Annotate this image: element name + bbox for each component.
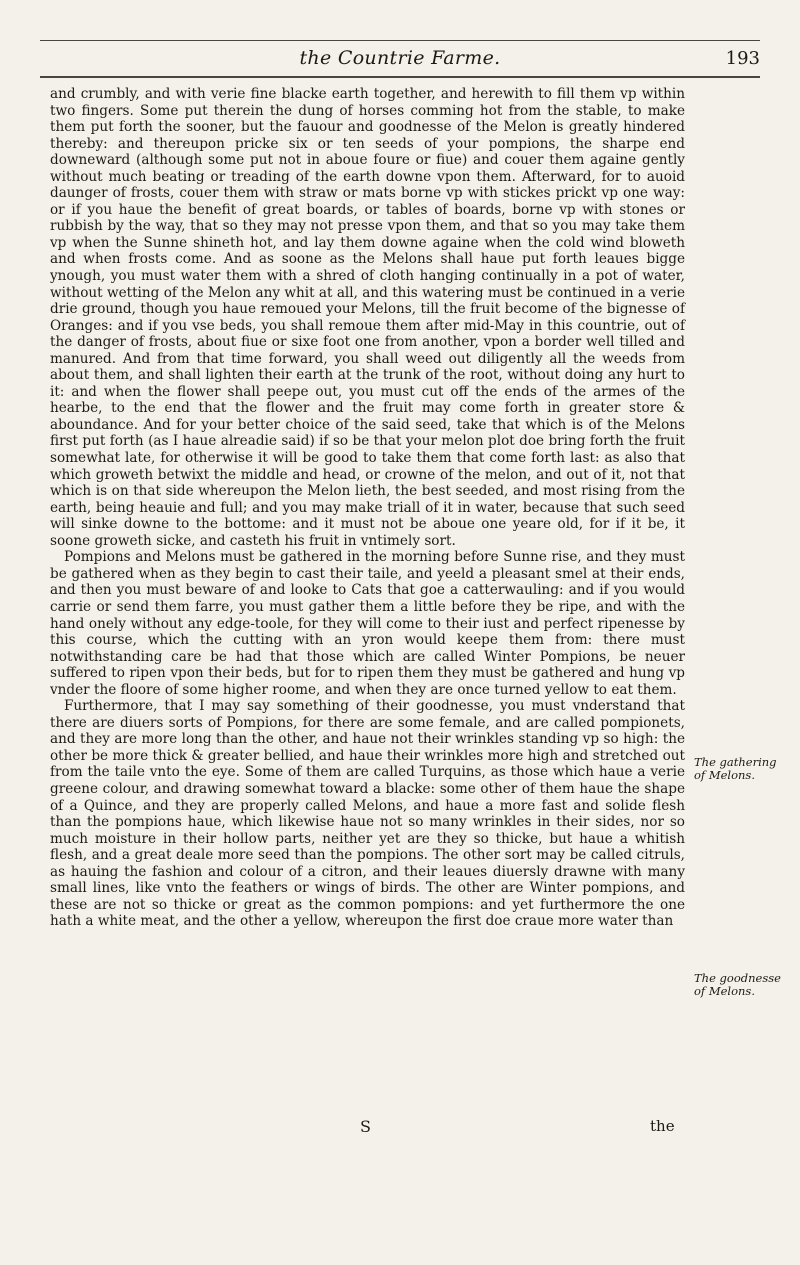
top-border-rule: [40, 40, 760, 41]
running-title: the Countrie Farme.: [299, 47, 501, 69]
main-text: [50, 86, 685, 930]
catchword: the: [650, 1117, 675, 1135]
margin-note-gathering: The gathering of Melons.: [694, 755, 777, 782]
signature-mark: S: [360, 1117, 371, 1136]
paragraph: Pompions and Melons must be gathered in the morning before Sunne rise, and they must be gathered when as they begin to cast their taile, and yeeld a pleasant smel at their ends, and then you must beware of and looke to Cats that goe a catterwauling: and if you would carrie or send them farre, you must gather them a little before they be ripe, and with the hand onely without any edge-toole, for they will come to their iust and perfect ripenesse by this course, which the cutting with an yron would keepe them from: there must notwithstanding care be had that those which are called Winter Pompions, be neuer suffered to ripen vpon their beds, but for to ripen them they must be gathered and hung vp vnder the floore of some higher roome, and when they are once turned yellow to eat them.: [50, 549, 685, 698]
header-rule: [40, 76, 760, 78]
running-header: [40, 44, 760, 72]
margin-note-goodnesse: The goodnesse of Melons.: [694, 971, 781, 998]
paragraph: and crumbly, and with verie fine blacke earth together, and herewith to fill them vp within two fingers. Some put therein the dung of horses comming hot from the stable, to make them put forth the sooner, but the fauour and goodnesse of the Melon is greatly hindered thereby: and thereupon pricke six or ten seeds of your pompions, the sharpe end downeward (although some put not in aboue foure or fiue) and couer them againe gently without much beating or treading of the earth downe vpon them. Afterward, for to auoid daunger of frosts, couer them with straw or mats borne vp with stickes prickt vp one way: or if you haue the benefit of great boards, or tables of boards, borne vp with stones or rubbish by the way, that so they may not presse vpon them, and that so you may take them vp when the Sunne shineth hot, and lay them downe againe when the cold wind bloweth and when frosts come. And as soone as the Melons shall haue put forth leaues bigge ynough, you must water them with a shred of cloth hanging continually in a pot of water, without wetting of the Melon any whit at all, and this watering must be continued in a verie drie ground, though you haue remoued your Melons, till the fruit become of the bignesse of Oranges: and if you vse beds, you shall remoue them after mid-May in this countrie, out of the danger of frosts, about fiue or sixe foot one from another, vpon a border well tilled and manured. And from that time forward, you shall weed out diligently all the weeds from about them, and shall lighten their earth at the trunk of the root, without doing any hurt to it: and when the flower shall peepe out, you must cut off the ends of the armes of the hearbe, to the end that the flower and the fruit may come forth in greater store & aboundance. And for your better choice of the said seed, take that which is of the Melons first put forth (as I haue alreadie said) if so be that your melon plot doe bring forth the fruit somewhat late, for otherwise it will be good to take them that come forth last: as also that which groweth betwixt the middle and head, or crowne of the melon, and out of it, not that which is on that side whereupon the Melon lieth, the best seeded, and most rising from the earth, being heauie and full; and you may make triall of it in water, because that such seed will sinke downe to the bottome: and it must not be aboue one yeare old, for if it be, it soone groweth sicke, and casteth his fruit in vntimely sort.: [50, 86, 685, 549]
paragraph: Furthermore, that I may say something of their goodnesse, you must vnderstand that there are diuers sorts of Pompions, for there are some female, and are called pompionets, and they are more long than the other, and haue not their wrinkles standing vp so high: the other be more thick & greater bellied, and haue their wrinkles more high and stretched out from the taile vnto the eye. Some of them are called Turquins, as those which haue a verie greene colour, and drawing somewhat toward a blacke: some other of them haue the shape of a Quince, and they are properly called Melons, and haue a more fast and solide flesh than the pompions haue, which likewise haue not so many wrinkles in their sides, nor so much moisture in their hollow parts, neither yet are they so thicke, but haue a whitish flesh, and a great deale more seed than the pompions. The other sort may be called citruls, as hauing the fashion and colour of a citron, and their leaues diuersly drawne with many small lines, like vnto the feathers or wings of birds. The other are Winter pompions, and these are not so thicke or great as the common pompions: and yet furthermore the one hath a white meat, and the other a yellow, whereupon the first doe craue more water than: [50, 698, 685, 930]
page-number: 193: [725, 48, 760, 69]
